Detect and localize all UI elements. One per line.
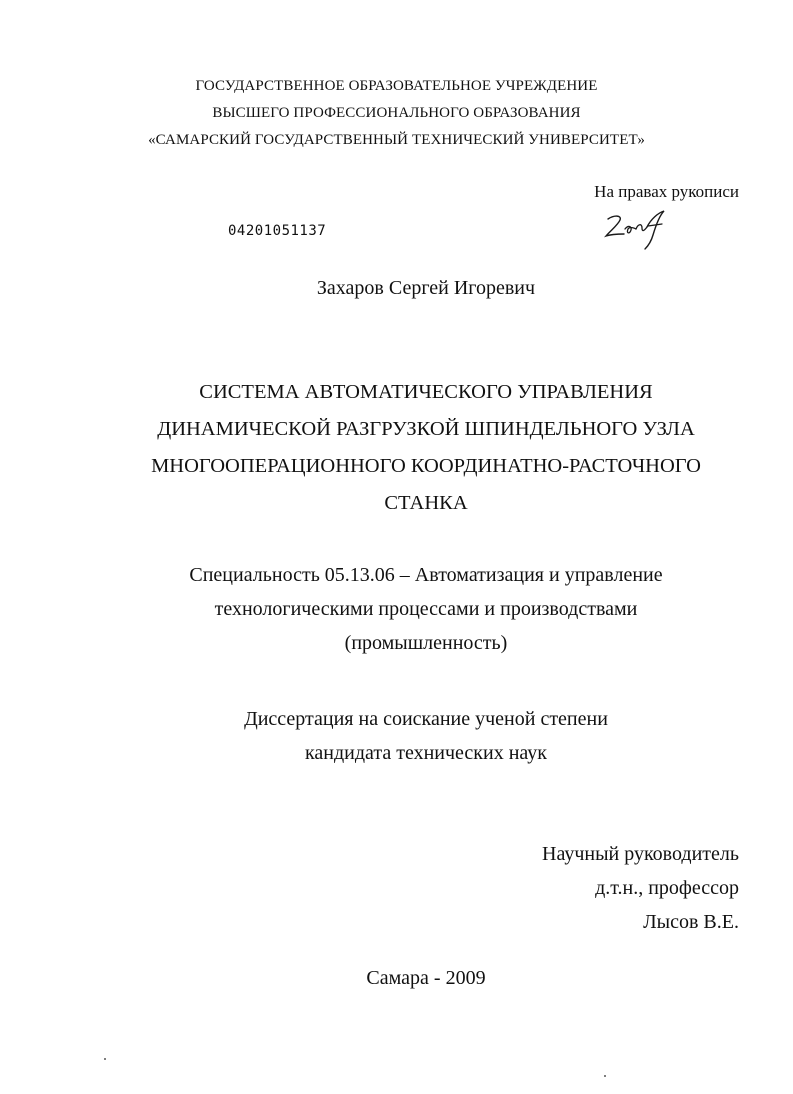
specialty-line-1: Специальность 05.13.06 – Автоматизация и управление — [189, 564, 663, 586]
specialty-block — [0, 558, 793, 660]
thesis-title-line-3: МНОГООПЕРАЦИОННОГО КООРДИНАТНО-РАСТОЧНОГО — [151, 455, 701, 477]
document-number: 04201051137 — [228, 223, 327, 239]
degree-statement-line-1: Диссертация на соискание ученой степени — [244, 708, 608, 730]
scan-speck — [604, 1075, 606, 1077]
city-year: Самара - 2009 — [366, 967, 486, 989]
specialty-line-3: (промышленность) — [344, 632, 508, 654]
institution-line-2: ВЫСШЕГО ПРОФЕССИОНАЛЬНОГО ОБРАЗОВАНИЯ — [212, 105, 581, 121]
scan-speck — [104, 1058, 106, 1060]
specialty-line-2: технологическими процессами и производствами — [214, 598, 638, 620]
supervisor-degree: д.т.н., профессор — [595, 877, 739, 899]
institution-line-1: ГОСУДАРСТВЕННОЕ ОБРАЗОВАТЕЛЬНОЕ УЧРЕЖДЕНИЕ — [195, 78, 598, 94]
thesis-title-line-2: ДИНАМИЧЕСКОЙ РАЗГРУЗКОЙ ШПИНДЕЛЬНОГО УЗЛА — [157, 418, 695, 440]
degree-statement-line-2: кандидата технических наук — [304, 742, 548, 764]
handwritten-signature — [598, 205, 678, 253]
degree-statement — [0, 702, 793, 770]
institution-line-3: «САМАРСКИЙ ГОСУДАРСТВЕННЫЙ ТЕХНИЧЕСКИЙ УНИВЕРСИТЕТ» — [148, 132, 645, 148]
thesis-title-line-1: СИСТЕМА АВТОМАТИЧЕСКОГО УПРАВЛЕНИЯ — [199, 381, 653, 403]
author-name: Захаров Сергей Игоревич — [316, 277, 536, 299]
institution-header — [0, 73, 793, 154]
supervisor-block — [542, 837, 739, 939]
supervisor-role: Научный руководитель — [542, 843, 739, 865]
rights-note: На правах рукописи — [594, 182, 739, 201]
supervisor-name: Лысов В.Е. — [643, 911, 739, 933]
thesis-title — [0, 374, 793, 522]
thesis-title-line-4: СТАНКА — [384, 492, 468, 514]
